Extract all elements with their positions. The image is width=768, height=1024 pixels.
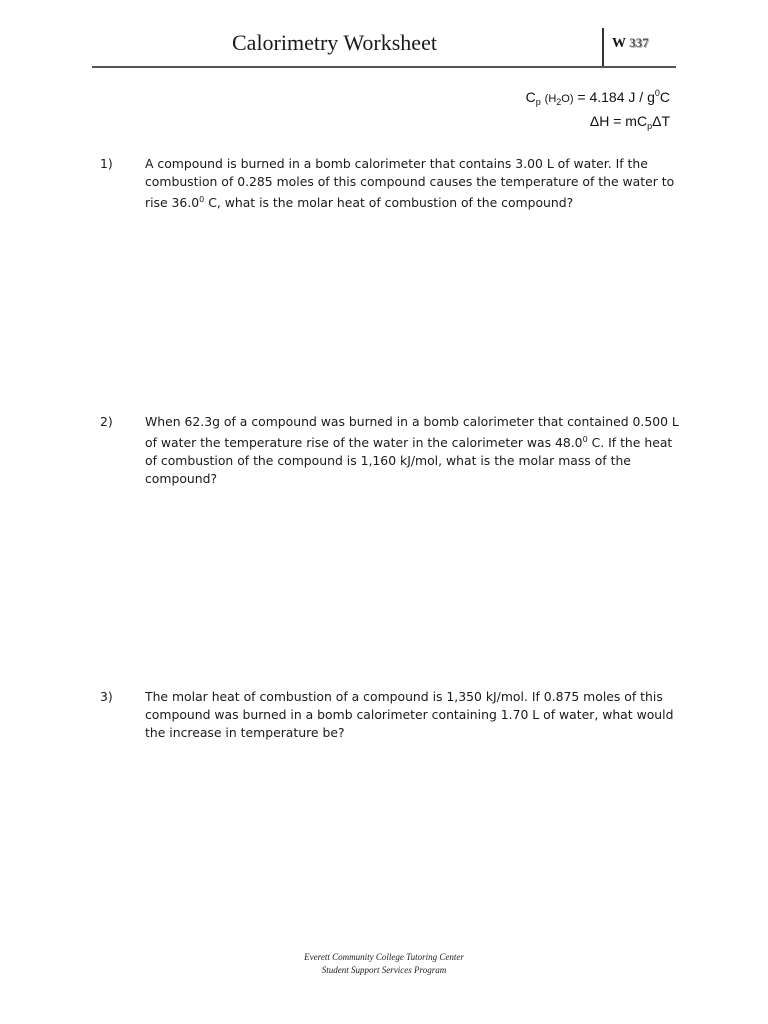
footer-line-2: Student Support Services Program [321,965,447,975]
cp-unit-end: C [659,89,670,105]
cp-symbol: C [525,89,536,105]
cp-value: = 4.184 J / g [577,89,655,105]
question-number: 1) [100,156,113,171]
footer-line-1: Everett Community College Tutoring Center [304,952,464,962]
footer [0,951,768,977]
degree-symbol: 0 [199,195,205,204]
dh-subscript: p [647,121,653,131]
question-1 [100,155,680,212]
page-title: Calorimetry Worksheet [232,30,437,55]
dh-suffix: ΔT [652,113,670,129]
water-formula-close: O) [561,93,574,105]
document-code [612,35,649,52]
dh-prefix: ΔH = mC [589,113,648,129]
degree-symbol: 0 [582,435,588,444]
code-divider [602,28,604,66]
question-number: 3) [100,689,113,704]
water-subscript: 2 [556,97,562,107]
document-code-letter: W [612,36,626,51]
question-text [145,413,680,488]
question-3 [100,688,680,742]
specific-heat-formula [526,84,670,112]
formula-block [526,84,670,136]
title-rule [92,66,676,68]
question-text-part: C. If the heat of combustion of the compound is 1,160 kJ/mol, what is the molar mass of the compound? [145,435,673,486]
question-text-part: C, what is the molar heat of combustion of the compound? [204,195,574,210]
water-formula-open: (H [544,93,557,105]
question-text-part: When 62.3g of a compound was burned in a bomb calorimeter that contained 0.500 L of water the temperature rise of the water in the calorimeter was 48.0 [145,414,679,450]
document-code-number: 337 [629,35,649,50]
question-text-part: A compound is burned in a bomb calorimeter that contains 3.00 L of water. If the combustion of 0.285 moles of this compound causes the temperature of the water to rise 36.0 [145,156,675,210]
cp-subscript: p [535,97,541,107]
enthalpy-formula [526,112,670,136]
question-text: The molar heat of combustion of a compound is 1,350 kJ/mol. If 0.875 moles of this compound was burned in a bomb calorimeter containing 1.70 L of water, what would the increase in temperature be? [145,689,674,740]
cp-degree: 0 [654,88,660,98]
question-2 [100,413,680,488]
question-number: 2) [100,414,113,429]
question-text [145,155,680,212]
